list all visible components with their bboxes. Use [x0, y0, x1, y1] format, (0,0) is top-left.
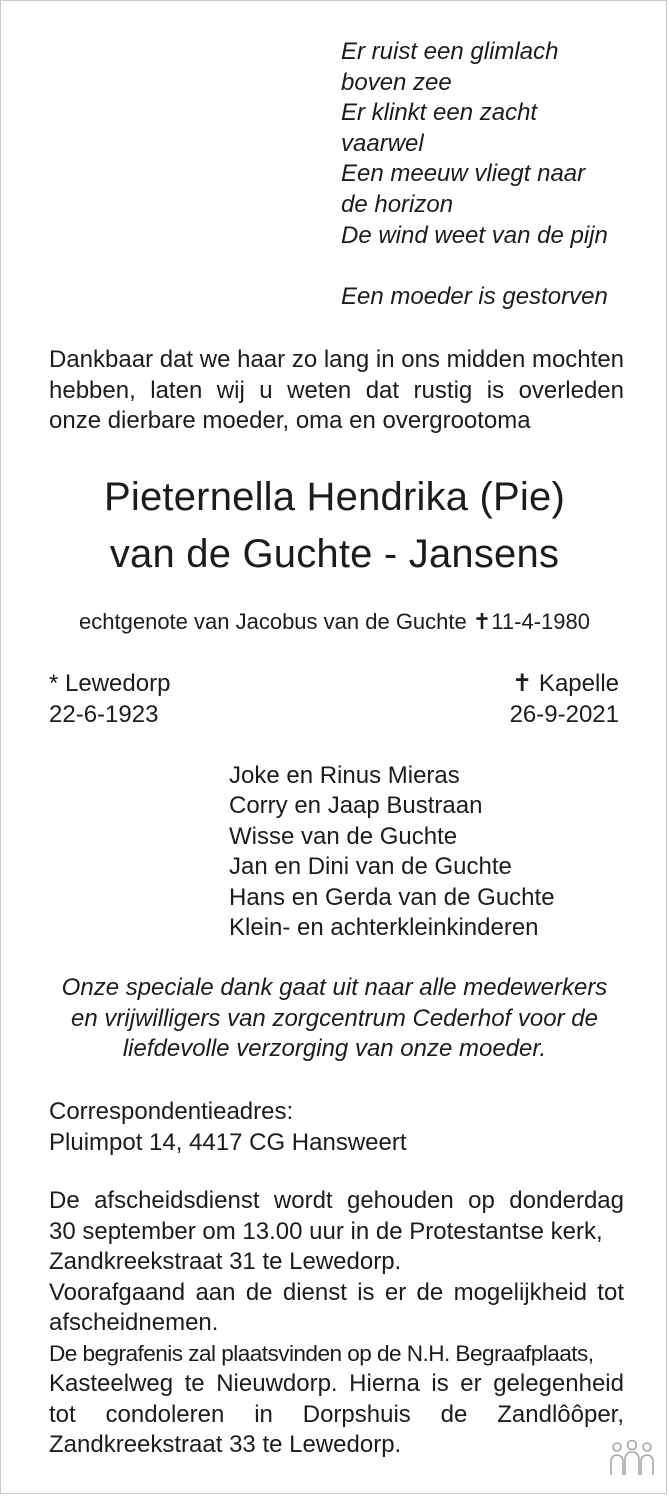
- family-member: Hans en Gerda van de Guchte: [229, 883, 555, 911]
- poem-line: de horizon: [341, 190, 454, 218]
- poem-line: Een meeuw vliegt naar: [341, 160, 586, 188]
- service-line: 30 september om 13.00 uur in de Protestantse kerk,: [49, 1217, 603, 1245]
- people-group-icon: [608, 1439, 656, 1479]
- poem-line: boven zee: [341, 68, 452, 96]
- death-date: 26-9-2021: [509, 700, 619, 728]
- announcement-text: [49, 345, 624, 437]
- birth-date: 22-6-1923: [49, 700, 159, 728]
- announcement-line: onze dierbare moeder, oma en overgrootoma: [49, 407, 531, 434]
- deceased-name-line2: van de Guchte - Jansens: [109, 532, 560, 576]
- family-list: [229, 761, 555, 943]
- birth-place: * Lewedorp: [49, 670, 171, 697]
- death-place: ✝ Kapelle: [512, 670, 619, 697]
- service-line: afscheidnemen.: [49, 1309, 219, 1336]
- family-member: Klein- en achterkleinkinderen: [229, 914, 539, 942]
- service-details: [49, 1186, 624, 1461]
- family-member: Joke en Rinus Mieras: [229, 762, 460, 789]
- thanks-line: liefdevolle verzorging van onze moeder.: [122, 1035, 547, 1062]
- service-line: De begrafenis zal plaatsvinden op de N.H. Begraafplaats,: [49, 1340, 594, 1366]
- poem-line: De wind weet van de pijn: [341, 221, 608, 249]
- announcement-line: hebben, laten wij u weten dat rustig is overleden: [49, 376, 624, 404]
- service-line: Zandkreekstraat 31 te Lewedorp.: [49, 1248, 402, 1275]
- poem: [341, 37, 608, 312]
- poem-line: Er klinkt een zacht: [341, 99, 538, 127]
- deceased-name-line1: Pieternella Hendrika (Pie): [104, 475, 565, 519]
- correspondence-value: Pluimpot 14, 4417 CG Hansweert: [49, 1128, 407, 1156]
- thanks-message: [1, 973, 668, 1065]
- announcement-line: Dankbaar dat we haar zo lang in ons midden mochten: [49, 346, 625, 373]
- service-line: tot condoleren in Dorpshuis de Zandlôôper,: [49, 1400, 624, 1428]
- birth-info: [49, 669, 170, 730]
- service-line: De afscheidsdienst wordt gehouden op donderdag: [49, 1187, 624, 1214]
- family-member: Jan en Dini van de Guchte: [229, 853, 512, 881]
- thanks-line: en vrijwilligers van zorgcentrum Cederhof voor de: [71, 1004, 598, 1032]
- service-line: Voorafgaand aan de dienst is er de mogelijkheid tot: [49, 1278, 624, 1306]
- family-member: Corry en Jaap Bustraan: [229, 792, 483, 820]
- poem-line: Een moeder is gestorven: [341, 282, 608, 310]
- poem-line: Er ruist een glimlach: [341, 38, 559, 65]
- spouse-line: echtgenote van Jacobus van de Guchte ✝11-4-1980: [79, 609, 590, 634]
- poem-blank-line: [341, 251, 608, 282]
- death-info: [510, 669, 619, 730]
- thanks-line: Onze speciale dank gaat uit naar alle medewerkers: [61, 974, 608, 1001]
- service-line: Kasteelweg te Nieuwdorp. Hierna is er gelegenheid: [49, 1370, 624, 1397]
- correspondence-label: Correspondentieadres:: [49, 1098, 294, 1125]
- correspondence-address: [49, 1097, 407, 1158]
- service-line: Zandkreekstraat 33 te Lewedorp.: [49, 1431, 402, 1458]
- poem-line: vaarwel: [341, 129, 424, 157]
- family-member: Wisse van de Guchte: [229, 822, 458, 850]
